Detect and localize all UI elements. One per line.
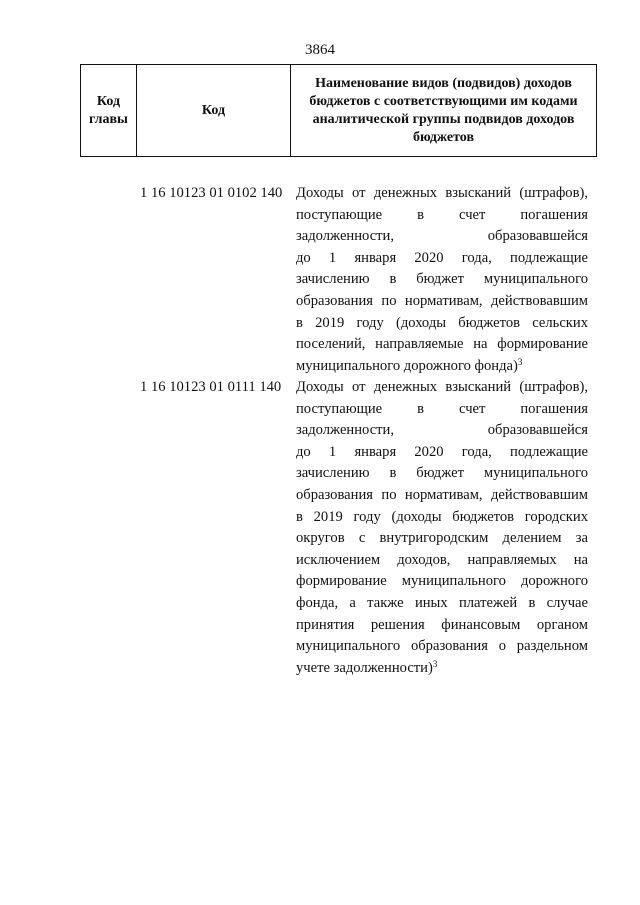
entry-description [296, 183, 588, 377]
entry-line: образования по нормативам, действовавшим [296, 292, 588, 309]
entry-line: задолженности, образовавшейся [296, 228, 588, 245]
entry-line: принятия решения финансовым органом [296, 616, 588, 633]
entry-line: до 1 января 2020 года, подлежащие [296, 443, 588, 460]
page-number: 3864 [305, 42, 335, 58]
entry-line: зачислению в бюджет муниципального [296, 271, 588, 288]
entry-line-last [296, 356, 588, 378]
header-name-line-3: аналитической группы подвидов доходов [312, 111, 575, 127]
entry-line: зачислению в бюджет муниципального [296, 465, 588, 482]
header-chapter-code [81, 65, 137, 157]
entry-line: образования по нормативам, действовавшим [296, 486, 588, 503]
entry-line-text: учете задолженности) [296, 659, 433, 676]
entry-code: 1 16 10123 01 0102 140 [140, 185, 283, 201]
footnote-marker: 3 [517, 356, 523, 367]
entry-description [296, 377, 588, 679]
entry-line: до 1 января 2020 года, подлежащие [296, 249, 588, 266]
entry-line: в 2019 году (доходы бюджетов сельских [296, 314, 588, 331]
entry-line: поселений, направляемые на формирование [296, 336, 588, 353]
header-chapter-code-line-1: Код [96, 93, 121, 109]
entry-line: Доходы от денежных взысканий (штрафов), [296, 379, 588, 395]
footnote-marker: 3 [432, 658, 438, 669]
entry-line-text: муниципального дорожного фонда) [296, 357, 518, 374]
entry-line: муниципального образования о раздельном [296, 638, 588, 655]
header-name-line-2: бюджетов с соответствующими им кодами [309, 93, 578, 109]
entry-line-last [296, 658, 588, 680]
entry-line: поступающие в счет погашения [296, 206, 588, 223]
header-name-line-4: бюджетов [412, 129, 475, 145]
header-name [291, 65, 597, 157]
header-code: Код [137, 65, 291, 157]
entry-line: формирование муниципального дорожного [296, 573, 588, 590]
table-header [80, 64, 597, 157]
entry-line: в 2019 году (доходы бюджетов городских [296, 508, 588, 525]
entry-line: фонда, а также иных платежей в случае [296, 594, 588, 611]
entry-line: поступающие в счет погашения [296, 400, 588, 417]
entry-line: округов с внутригородским делением за [296, 530, 588, 547]
entry-line: Доходы от денежных взысканий (штрафов), [296, 185, 588, 201]
entry-line: исключением доходов, направляемых на [296, 551, 588, 568]
header-name-line-1: Наименование видов (подвидов) доходов [315, 75, 572, 91]
entry-line: задолженности, образовавшейся [296, 422, 588, 439]
entry-code: 1 16 10123 01 0111 140 [140, 379, 282, 395]
header-chapter-code-line-2: главы [89, 111, 128, 127]
